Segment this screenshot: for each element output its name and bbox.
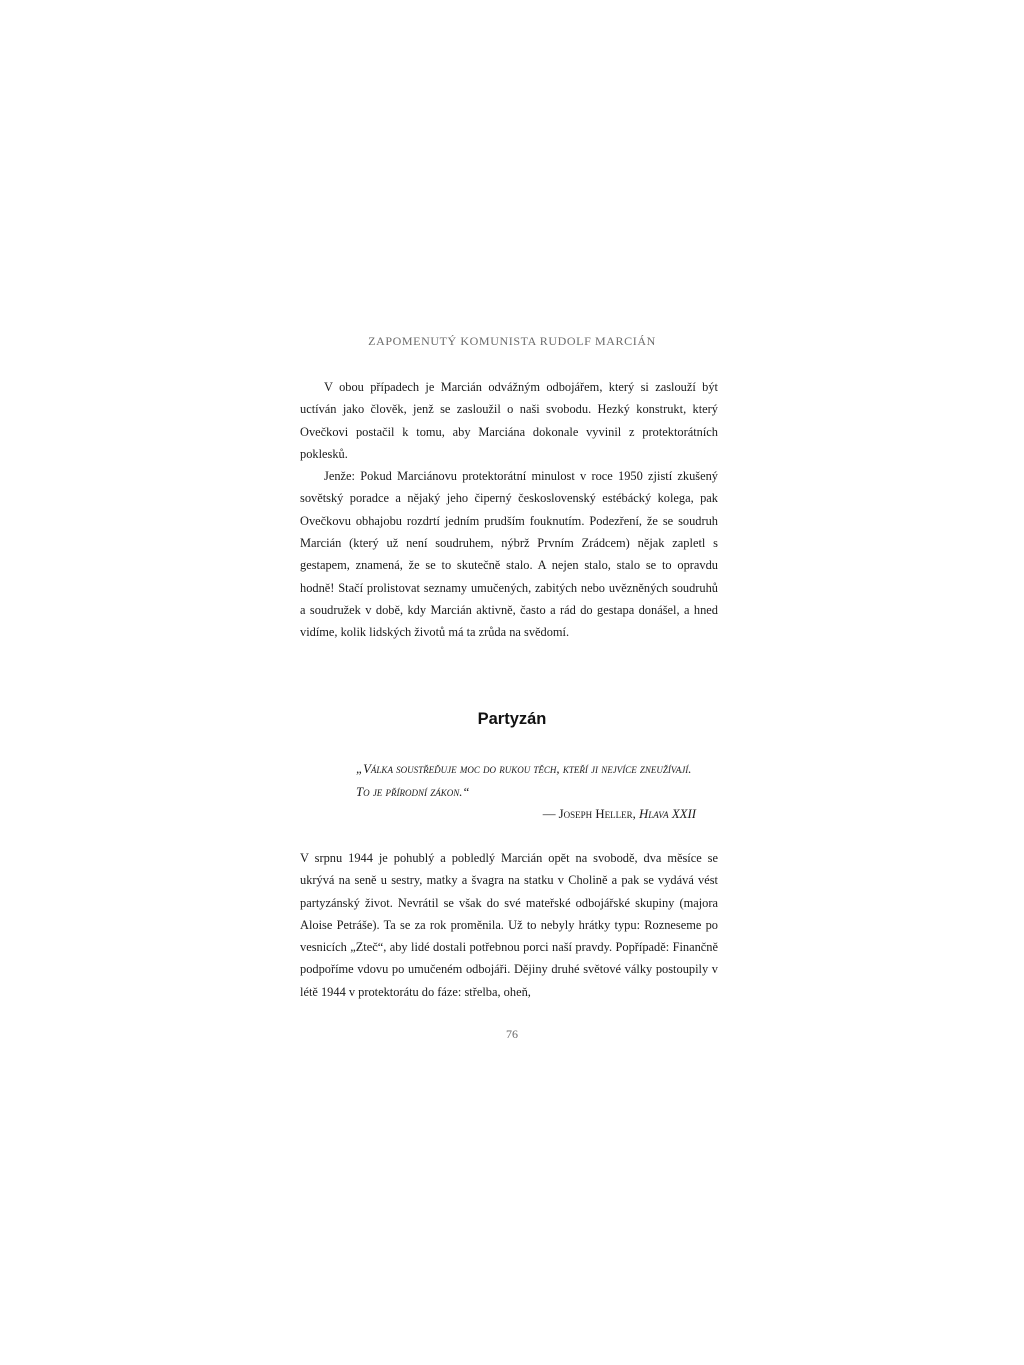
epigraph-quote: „Válka soustřeďuje moc do rukou těch, kteří ji nejvíce zneužívají. To je přírodní zákon.“: [356, 762, 692, 799]
epigraph-author: — Joseph Heller,: [542, 807, 640, 821]
page-number: 76: [506, 1027, 518, 1041]
paragraph: V obou případech je Marcián odvážným odbojářem, který si zaslouží být uctíván jako člověk, jenž se zasloužil o naši svobodu. Hezký konstrukt, který Ovečkovi postačil k tomu, aby Marciána dokonale vyvinil z protektorátních poklesků.: [300, 380, 718, 461]
epigraph: [356, 758, 696, 826]
epigraph-book-title: Hlava XXII: [639, 807, 696, 821]
text-block-bottom: [300, 847, 718, 1003]
text-block-top: [300, 376, 718, 644]
running-head: ZAPOMENUTÝ KOMUNISTA RUDOLF MARCIÁN: [368, 334, 656, 348]
section-heading: Partyzán: [477, 710, 547, 728]
paragraph: V srpnu 1944 je pohublý a pobledlý Marcián opět na svobodě, dva měsíce se ukrývá na seně u sestry, matky a švagra na statku v Cholině a pak se vydává vést partyzánský život. Nevrátil se však do své mateřské odbojářské skupiny (majora Aloise Petráše). Ta se za rok proměnila. Už to nebyly hrátky typu: Rozneseme po vesnicích „Zteč“, aby lidé dostali potřebnou porci naší pravdy. Popřípadě: Finančně podpoříme vdovu po umučeném odbojáři. Dějiny druhé světové války postoupily v létě 1944 v protektorátu do fáze: střelba, oheň,: [300, 851, 718, 999]
paragraph: Jenže: Pokud Marciánovu protektorátní minulost v roce 1950 zjistí zkušený sovětský poradce a nějaký jeho čiperný československý estébácký kolega, pak Ovečkovu obhajobu rozdrtí jedním prudším fouknutím. Podezření, že se soudruh Marcián (který už není soudruhem, nýbrž Prvním Zrádcem) nějak zapletl s gestapem, znamená, že se to skutečně stalo. A nejen stalo, stalo se to opravdu hodně! Stačí prolistovat seznamy umučených, zabitých nebo uvězněných soudruhů a soudružek v době, kdy Marcián aktivně, často a rád do gestapa donášel, a hned vidíme, kolik lidských životů má ta zrůda na svědomí.: [300, 469, 718, 640]
epigraph-attribution: [356, 803, 696, 826]
